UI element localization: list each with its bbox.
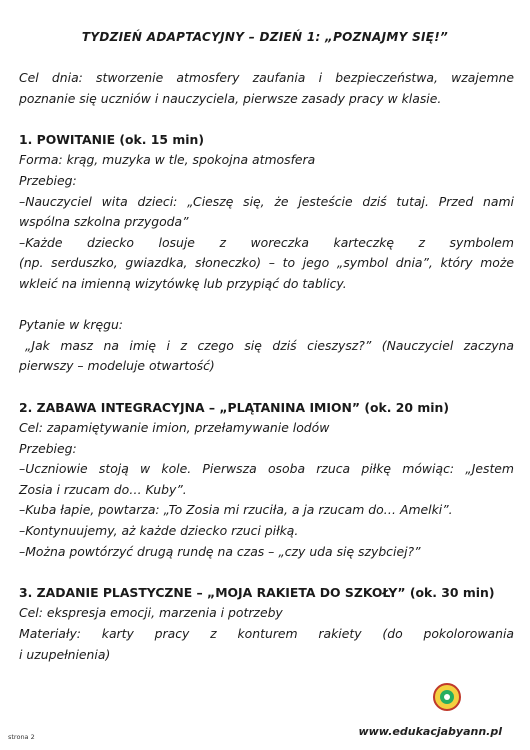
- section-heading: 2. ZABAWA INTEGRACYJNA – „PLĄTANINA IMION” (ok. 20 min): [19, 399, 449, 415]
- section-label: Przebieg:: [19, 440, 77, 456]
- section-label: Przebieg:: [19, 172, 77, 188]
- section-heading: 3. ZADANIE PLASTYCZNE – „MOJA RAKIETA DO SZKOŁY” (ok. 30 min): [19, 584, 495, 600]
- section-line: i uzupełnienia): [19, 646, 111, 662]
- section-line: –Kuba łapie, powtarza: „To Zosia mi rzuciła, a ja rzucam do… Amelki”.: [19, 502, 453, 518]
- section-line: wspólna szkolna przygoda”: [19, 214, 189, 230]
- website-link[interactable]: www.edukacjabyann.pl: [358, 725, 502, 738]
- section-text: Forma: krąg, muzyka w tle, spokojna atmosfera: [19, 152, 316, 168]
- section-line: –Kontynuujemy, aż każde dziecko rzuci piłką.: [19, 523, 299, 539]
- section-line: Zosia i rzucam do… Kuby”.: [19, 481, 187, 497]
- page-number: strona 2: [8, 733, 35, 741]
- document-body: [19, 68, 514, 665]
- section-line: wkleić na imienną wizytówkę lub przypiąć do tablicy.: [19, 275, 347, 291]
- section-line: „Jak masz na imię i z czego się dziś cieszysz?” (Nauczyciel zaczyna: [25, 337, 514, 353]
- brand-logo-icon: [433, 683, 461, 711]
- section-heading: 1. POWITANIE (ok. 15 min): [19, 131, 205, 147]
- section-line: –Każde dziecko losuje z woreczka karteczkę z symbolem: [19, 234, 514, 250]
- section-text: Cel: zapamiętywanie imion, przełamywanie lodów: [19, 420, 330, 436]
- section-label: Pytanie w kręgu:: [19, 317, 123, 333]
- section-line: –Uczniowie stoją w kole. Pierwsza osoba rzuca piłkę mówiąc: „Jestem: [19, 461, 514, 477]
- section-line: –Nauczyciel wita dzieci: „Cieszę się, że jesteście dziś tutaj. Przed nami: [19, 193, 514, 209]
- section-line: Materiały: karty pracy z konturem rakiety (do pokolorowania: [19, 626, 514, 642]
- section-line: –Można powtórzyć drugą rundę na czas – „czy uda się szybciej?”: [19, 543, 421, 559]
- section-text: Cel: ekspresja emocji, marzenia i potrzeby: [19, 605, 283, 621]
- intro-line: poznanie się uczniów i nauczyciela, pierwsze zasady pracy w klasie.: [19, 90, 442, 106]
- document-title: TYDZIEŃ ADAPTACYJNY – DZIEŃ 1: „POZNAJMY SIĘ!”: [81, 30, 449, 44]
- section-line: (np. serduszko, gwiazdka, słoneczko) – to jego „symbol dnia”, który może: [19, 255, 514, 271]
- intro-line: Cel dnia: stworzenie atmosfery zaufania i bezpieczeństwa, wzajemne: [19, 70, 514, 85]
- section-line: pierwszy – modeluje otwartość): [19, 358, 215, 374]
